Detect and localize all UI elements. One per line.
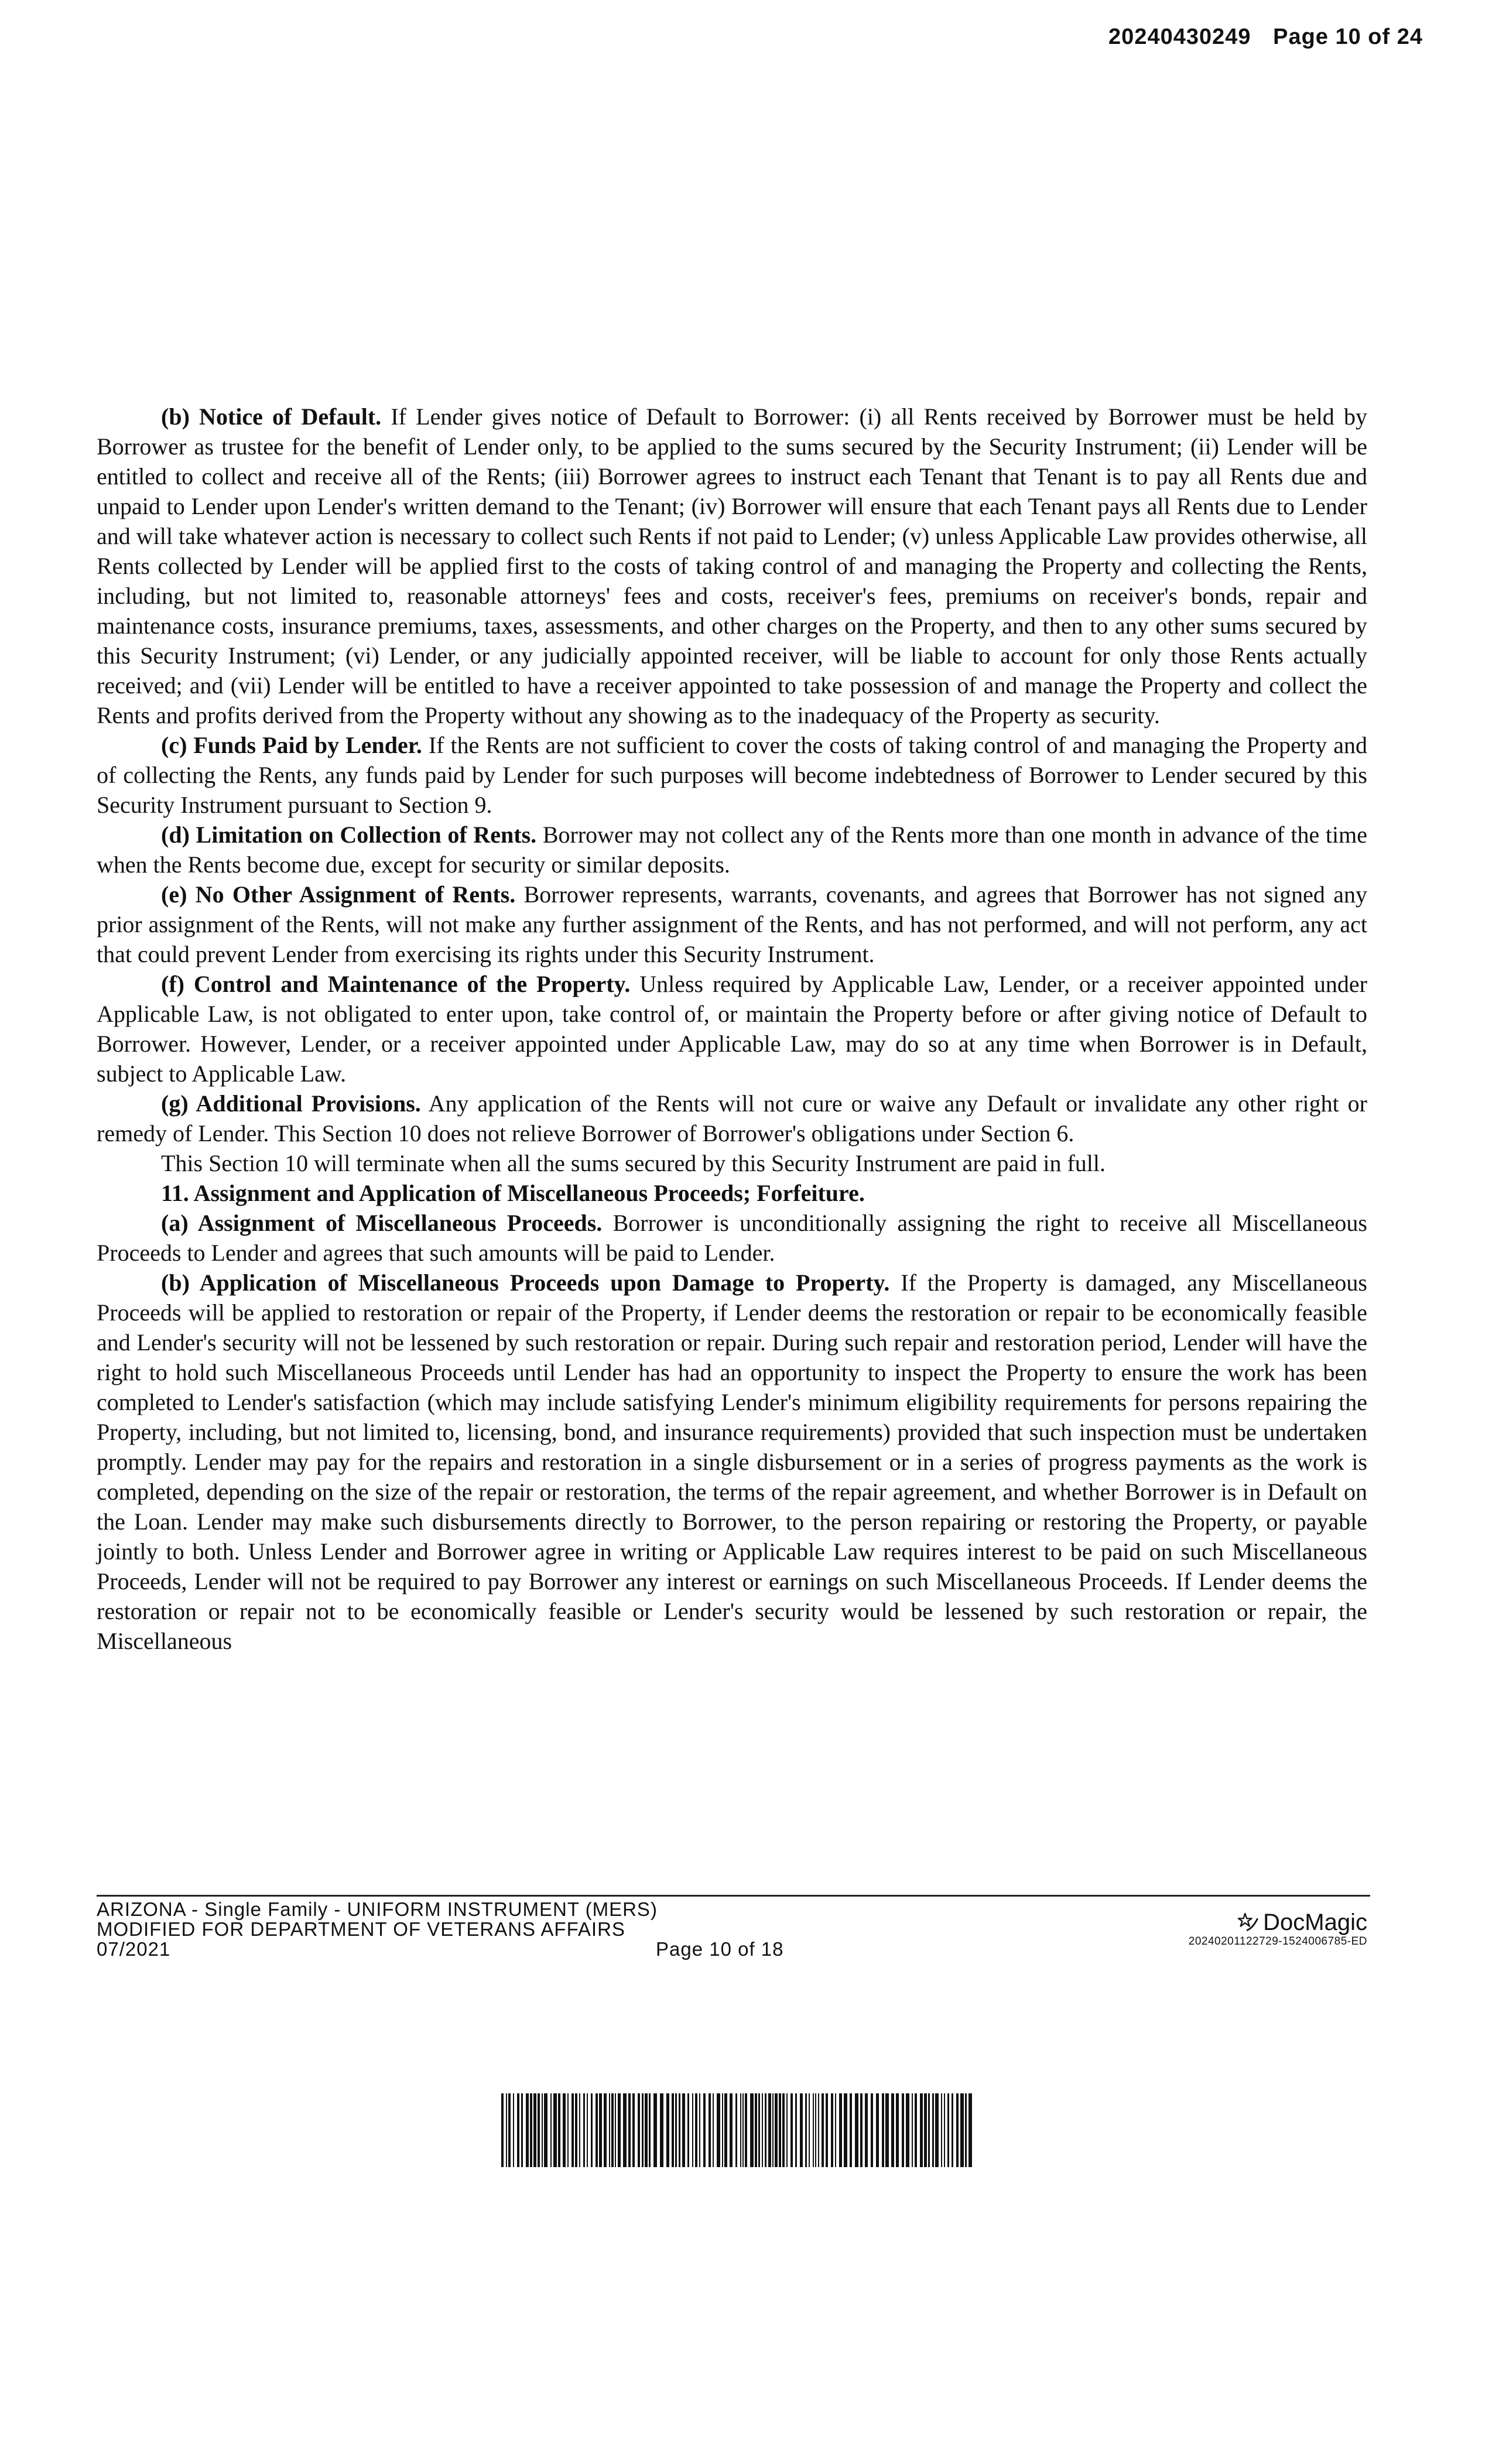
- barcode-bar: [596, 2093, 598, 2167]
- barcode-bar: [844, 2093, 847, 2167]
- barcode-bar: [960, 2093, 964, 2167]
- barcode-bar: [800, 2093, 803, 2167]
- barcode-bar: [891, 2093, 894, 2167]
- barcode-bar: [538, 2093, 540, 2167]
- barcode-bar: [544, 2093, 547, 2167]
- paragraph-text: If Lender gives notice of Default to Borrower: (i) all Rents received by Borrower must be held by Borrower as trustee for the benefit of Lender only, to be applied to the sums secured by the Security Instrument; (ii) Lender will be entitled to collect and receive all of the Rents; (iii) Borrower agrees to instruct each Tenant that Tenant is to pay all Rents due and unpaid to Lender upon Lender's written demand to the Tenant; (iv) Borrower will ensure that each Tenant pays all Rents due to Lender and will take whatever action is necessary to collect such Rents if not paid to Lender; (v) unless Applicable Law provides otherwise, all Rents collected by Lender will be applied first to the costs of taking control of and managing the Property and collecting the Rents, including, but not limited to, reasonable attorneys' fees and costs, receiver's fees, premiums on receiver's bonds, repair and maintenance costs, insurance premiums, taxes, assessments, and other charges on the Property, and then to any other sums secured by this Security Instrument; (vi) Lender, or any judicially appointed receiver, will be liable to account for only those Rents actually received; and (vii) Lender will be entitled to have a receiver appointed to take possession of and manage the Property and collect the Rents and profits derived from the Property without any showing as to the inadequacy of the Property as security.: [97, 403, 1367, 728]
- paragraph-text: Unless required by Applicable Law, Lender, or a receiver appointed under Applicable Law, is not obligated to enter upon, take control of, or maintain the Property before or after giving notice of Default to Borrower. However, Lender, or a receiver appointed under Applicable Law, may do so at any time when Borrower is in Default, subject to Applicable Law.: [97, 971, 1368, 1087]
- section-heading: (c) Funds Paid by Lender.: [161, 732, 422, 758]
- barcode-bar: [682, 2093, 685, 2167]
- paragraph-additional-provisions: [97, 1089, 1367, 1148]
- barcode-bar: [611, 2093, 614, 2167]
- paragraph-section-termination: [97, 1148, 1367, 1178]
- barcode-bar: [822, 2093, 824, 2167]
- paragraph-notice-of-default: [97, 402, 1367, 730]
- vendor-mark: [1189, 1910, 1367, 1949]
- barcode-bar: [745, 2093, 747, 2167]
- paragraph-funds-paid: [97, 730, 1367, 820]
- barcode-bar: [818, 2093, 819, 2167]
- barcode-bar: [772, 2093, 774, 2167]
- barcode-bar: [790, 2093, 793, 2167]
- docmagic-logo: [1189, 1910, 1367, 1935]
- paragraph-control-maintenance: [97, 969, 1367, 1089]
- barcode-bar: [679, 2093, 680, 2167]
- barcode-bar: [860, 2093, 863, 2167]
- barcode-bar: [660, 2093, 663, 2167]
- barcode-bar: [779, 2093, 781, 2167]
- barcode-bar: [709, 2093, 711, 2167]
- document-body: [97, 402, 1367, 1656]
- barcode-bar: [924, 2093, 927, 2167]
- form-footer: [97, 1900, 858, 1959]
- barcode-bar: [513, 2093, 514, 2167]
- barcode-bar: [501, 2093, 504, 2167]
- barcode-bar: [932, 2093, 934, 2167]
- paragraph-text: If the Property is damaged, any Miscellaneous Proceeds will be applied to restoration or repair of the Property, if Lender deems the restoration or repair to be economically feasible and Lender's security will not be lessened by such restoration or repair. During such repair and restoration period, Lender will have the right to hold such Miscellaneous Proceeds until Lender has had an opportunity to inspect the Property to ensure the work has been completed to Lender's satisfaction (which may include satisfying Lender's minimum eligibility requirements for persons repairing the Property, including, but not limited to, licensing, bond, and insurance requirements) provided that such inspection must be undertaken promptly. Lender may pay for the repairs and restoration in a single disbursement or in a series of progress payments as the work is completed, depending on the size of the repair or restoration, the terms of the repair agreement, and whether Borrower is in Default on the Loan. Lender may make such disbursements directly to Borrower, to the person repairing or restoring the Property, or payable jointly to both. Unless Lender and Borrower agree in writing or Applicable Law requires interest to be paid on such Miscellaneous Proceeds, Lender will not be required to pay Borrower any interest or earnings on such Miscellaneous Proceeds. If Lender deems the restoration or repair not to be economically feasible or Lender's security would be lessened by such restoration or repair, the Miscellaneous: [97, 1269, 1367, 1654]
- barcode-bar: [526, 2093, 529, 2167]
- barcode-bar: [703, 2093, 706, 2167]
- paragraph-no-other-assignment: [97, 879, 1367, 969]
- barcode-bar: [815, 2093, 816, 2167]
- barcode-bar: [553, 2093, 557, 2167]
- page-header: [1108, 25, 1423, 50]
- barcode-bar: [666, 2093, 669, 2167]
- barcode-bar: [618, 2093, 621, 2167]
- barcode-bar: [902, 2093, 904, 2167]
- barcode-bar: [786, 2093, 788, 2167]
- barcode-bar: [795, 2093, 797, 2167]
- footer-divider: [97, 1895, 1370, 1897]
- barcode-bar: [835, 2093, 836, 2167]
- barcode-bar: [850, 2093, 852, 2167]
- document-id: 20240201122729-1524006785-ED: [1188, 1935, 1367, 1948]
- barcode-bar: [638, 2093, 640, 2167]
- paragraph-text: If the Rents are not sufficient to cover the costs of taking control of and managing the Property and of collecting the Rents, any funds paid by Lender for such purposes will become indebtedness of Borrower to Lender secured by this Security Instrument pursuant to Section 9.: [97, 732, 1367, 818]
- barcode-bar: [865, 2093, 868, 2167]
- barcode-bar: [672, 2093, 674, 2167]
- barcode-bar: [742, 2093, 744, 2167]
- barcode-bar: [609, 2093, 610, 2167]
- paragraph-text: Any application of the Rents will not cure or waive any Default or invalidate any other right or remedy of Lender. This Section 10 does not relieve Borrower of Borrower's obligations under Section 6.: [97, 1090, 1367, 1147]
- section-heading: (b) Notice of Default.: [161, 403, 382, 430]
- barcode-bar: [928, 2093, 930, 2167]
- barcode-bar: [563, 2093, 566, 2167]
- section-heading: (a) Assignment of Miscellaneous Proceeds.: [161, 1210, 603, 1236]
- barcode-bar: [687, 2093, 689, 2167]
- barcode-bar: [724, 2093, 727, 2167]
- barcode-bar: [941, 2093, 942, 2167]
- barcode-bar: [952, 2093, 953, 2167]
- barcode-bar: [896, 2093, 899, 2167]
- star-swoosh-icon: [1237, 1911, 1260, 1933]
- barcode-bar: [567, 2093, 569, 2167]
- barcode-bar: [579, 2093, 580, 2167]
- barcode-bar: [533, 2093, 536, 2167]
- barcode-bar: [740, 2093, 741, 2167]
- barcode-bar: [642, 2093, 644, 2167]
- barcode-bar: [813, 2093, 814, 2167]
- paragraph-application-misc-proceeds: [97, 1268, 1367, 1656]
- footer-line-1: ARIZONA - Single Family - UNIFORM INSTRUMENT (MERS): [97, 1898, 658, 1920]
- footer-line-2: MODIFIED FOR DEPARTMENT OF VETERANS AFFAIRS: [97, 1918, 625, 1940]
- barcode-bar: [615, 2093, 616, 2167]
- section-heading: 11. Assignment and Application of Miscellaneous Proceeds; Forfeiture.: [161, 1180, 865, 1206]
- barcode-bar: [730, 2093, 733, 2167]
- barcode-bar: [517, 2093, 519, 2167]
- section-heading: (g) Additional Provisions.: [161, 1090, 421, 1117]
- barcode-bar: [805, 2093, 807, 2167]
- barcode-bar: [506, 2093, 507, 2167]
- barcode-bar: [912, 2093, 913, 2167]
- barcode-bar: [831, 2093, 833, 2167]
- paragraph-text: This Section 10 will terminate when all the sums secured by this Security Instrument are paid in full.: [161, 1150, 1106, 1176]
- barcode-bar: [809, 2093, 810, 2167]
- barcode-bar: [775, 2093, 778, 2167]
- barcode-bar: [885, 2093, 889, 2167]
- barcode-bar: [935, 2093, 939, 2167]
- recording-number: 20240430249: [1108, 25, 1251, 49]
- barcode-icon: [501, 2093, 974, 2167]
- barcode-bar: [692, 2093, 693, 2167]
- barcode-bar: [762, 2093, 763, 2167]
- barcode-bar: [649, 2093, 651, 2167]
- barcode-bar: [968, 2093, 972, 2167]
- barcode-bar: [765, 2093, 766, 2167]
- paragraph-section-11-title: [97, 1178, 1367, 1208]
- barcode-bar: [735, 2093, 737, 2167]
- barcode-bar: [882, 2093, 884, 2167]
- barcode-bar: [575, 2093, 577, 2167]
- footer-line-3: [97, 1939, 858, 1959]
- section-heading: (f) Control and Maintenance of the Property.: [161, 971, 631, 997]
- barcode-bar: [530, 2093, 532, 2167]
- brand-name: DocMagic: [1263, 1909, 1367, 1935]
- paragraph-assignment-misc-proceeds: [97, 1208, 1367, 1268]
- barcode-bar: [571, 2093, 574, 2167]
- barcode-bar: [768, 2093, 771, 2167]
- barcode-bar: [695, 2093, 697, 2167]
- barcode-bar: [839, 2093, 842, 2167]
- section-heading: (d) Limitation on Collection of Rents.: [161, 822, 537, 848]
- barcode-bar: [722, 2093, 723, 2167]
- barcode-bar: [956, 2093, 959, 2167]
- page-counter: Page 10 of 24: [1273, 25, 1423, 49]
- barcode-bar: [508, 2093, 511, 2167]
- barcode-bar: [915, 2093, 917, 2167]
- barcode-bar: [632, 2093, 635, 2167]
- paragraph-text: Borrower is unconditionally assigning the right to receive all Miscellaneous Proceeds to Lender and agrees that such amounts will be paid to Lender.: [97, 1210, 1367, 1266]
- barcode-bar: [599, 2093, 602, 2167]
- barcode-bar: [699, 2093, 700, 2167]
- barcode-bar: [750, 2093, 754, 2167]
- barcode-bar: [521, 2093, 523, 2167]
- barcode-bar: [675, 2093, 677, 2167]
- section-heading: (e) No Other Assignment of Rents.: [161, 881, 516, 908]
- barcode-bar: [782, 2093, 785, 2167]
- barcode-bar: [591, 2093, 593, 2167]
- barcode-bar: [876, 2093, 879, 2167]
- barcode-bar: [587, 2093, 588, 2167]
- barcode-bar: [653, 2093, 657, 2167]
- barcode-bar: [871, 2093, 873, 2167]
- barcode-bar: [755, 2093, 757, 2167]
- form-page-number: Page 10 of 18: [656, 1938, 784, 1960]
- paragraph-limitation-collection: [97, 820, 1367, 879]
- barcode-bar: [542, 2093, 543, 2167]
- barcode-bar: [758, 2093, 760, 2167]
- paragraph-text: Borrower represents, warrants, covenants, and agrees that Borrower has not signed any prior assignment of the Rents, will not make any further assignment of the Rents, and has not performed, and will not perform, any act that could prevent Lender from exercising its rights under this Security Instrument.: [97, 881, 1367, 967]
- barcode-bar: [826, 2093, 828, 2167]
- barcode-bar: [583, 2093, 585, 2167]
- barcode-bar: [717, 2093, 720, 2167]
- section-heading: (b) Application of Miscellaneous Proceeds upon Damage to Property.: [161, 1269, 890, 1296]
- barcode-bar: [944, 2093, 945, 2167]
- form-date: 07/2021: [97, 1938, 171, 1960]
- barcode-bar: [855, 2093, 858, 2167]
- barcode-bar: [558, 2093, 560, 2167]
- paragraph-text: Borrower may not collect any of the Rents more than one month in advance of the time when the Rents become due, except for security or similar deposits.: [97, 822, 1367, 878]
- barcode-bar: [947, 2093, 949, 2167]
- barcode-bar: [628, 2093, 631, 2167]
- barcode-bar: [906, 2093, 909, 2167]
- barcode-bar: [550, 2093, 552, 2167]
- barcode-bar: [965, 2093, 967, 2167]
- barcode-bar: [713, 2093, 714, 2167]
- barcode-bar: [645, 2093, 648, 2167]
- barcode-bar: [604, 2093, 607, 2167]
- barcode-bar: [623, 2093, 627, 2167]
- barcode-bar: [920, 2093, 923, 2167]
